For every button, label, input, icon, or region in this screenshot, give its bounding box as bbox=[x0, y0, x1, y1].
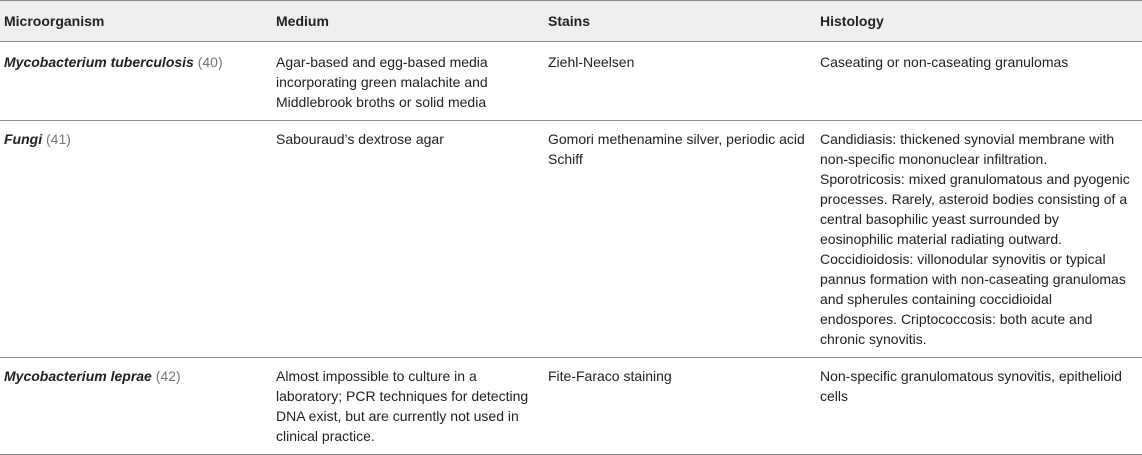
cell-histology: Non-specific granulomatous synovitis, epithelioid cells bbox=[820, 368, 1122, 404]
header-row bbox=[0, 1, 1142, 42]
cell-microorganism bbox=[0, 42, 272, 121]
cell-histology: Caseating or non-caseating granulomas bbox=[820, 54, 1069, 70]
table-row bbox=[0, 42, 1142, 121]
reference-link[interactable]: (41) bbox=[46, 131, 71, 147]
cell-medium: Agar-based and egg-based media incorporating green malachite and Middlebrook broths or solid media bbox=[276, 54, 488, 110]
organism-name: Mycobacterium tuberculosis bbox=[4, 54, 194, 70]
organism-name: Fungi bbox=[4, 131, 43, 147]
table-row bbox=[0, 121, 1142, 358]
cell-histology: Candidiasis: thickened synovial membrane with non-specific mononuclear infiltration. Sporotricosis: mixed granulomatous and pyogenic processes. Rarely, asteroid bodies consisting of a central basophilic yeast surrounded by eosinophilic material radiating outward. Coccidioidosis: villonodular synovitis or typical pannus formation with non-caseating granulomas and spherules containing coccidioidal endospores. Criptococcosis: both acute and chronic synovitis. bbox=[820, 131, 1130, 347]
cell-stains: Gomori methenamine silver, periodic acid Schiff bbox=[548, 131, 805, 167]
table-row bbox=[0, 358, 1142, 455]
header-histology: Histology bbox=[820, 13, 884, 29]
cell-stains: Fite-Faraco staining bbox=[548, 368, 672, 384]
cell-microorganism bbox=[0, 121, 272, 358]
cell-medium: Sabouraud’s dextrose agar bbox=[276, 131, 444, 147]
cell-stains: Ziehl-Neelsen bbox=[548, 54, 635, 70]
reference-link[interactable]: (42) bbox=[155, 368, 181, 384]
header-stains: Stains bbox=[548, 13, 591, 29]
cell-microorganism bbox=[0, 358, 272, 455]
organism-name: Mycobacterium leprae bbox=[4, 368, 152, 384]
header-medium: Medium bbox=[276, 13, 329, 29]
cell-medium: Almost impossible to culture in a laboratory; PCR techniques for detecting DNA exist, but are currently not used in clinical practice. bbox=[276, 368, 529, 444]
header-microorganism: Microorganism bbox=[4, 13, 105, 29]
reference-link[interactable]: (40) bbox=[197, 54, 223, 70]
